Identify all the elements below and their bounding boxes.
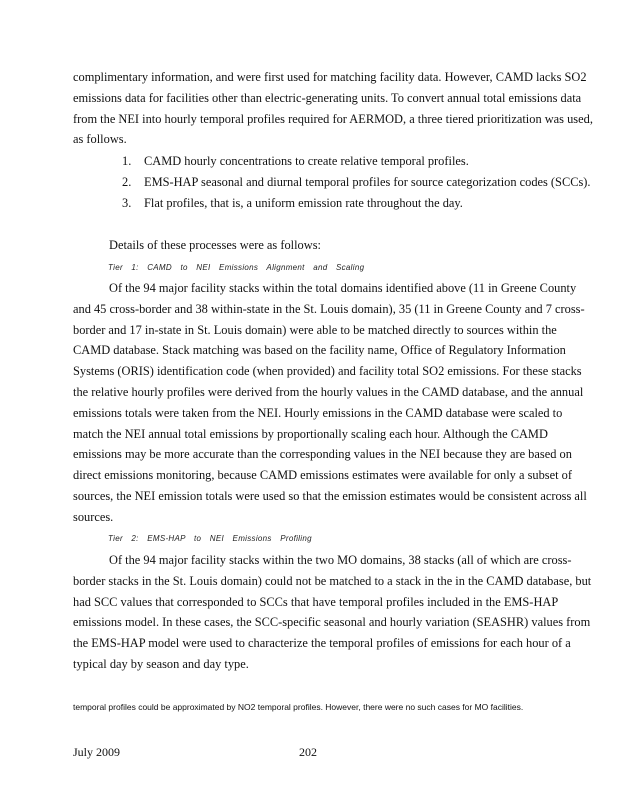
footer-date: July 2009 <box>73 745 121 759</box>
tier1-heading: Tier 1: CAMD to NEI Emissions Alignment and Scaling <box>108 263 365 272</box>
paragraph-tier2: Of the 94 major facility stacks within the two MO domains, 38 stacks (all of which are cross-border stacks in the St. Louis domain) could not be matched to a stack in the in the CAMD database, but had SCC values that corresponded to SCCs that have temporal profiles included in the EMS-HAP emissions model. In these cases, the SCC-specific seasonal and hourly variation (SEASHR) values from the EMS-HAP model were used to characterize the temporal profiles of emissions for each hour of a typical day by season and day type. <box>73 553 592 671</box>
list-text: EMS-HAP seasonal and diurnal temporal profiles for source categorization codes (SCCs). <box>144 174 591 189</box>
list-number: 2. <box>122 174 132 189</box>
details-intro: Details of these processes were as follows: <box>109 238 321 252</box>
list-number: 1. <box>122 154 132 168</box>
list-item <box>122 151 592 172</box>
list-text: Flat profiles, that is, a uniform emission rate throughout the day. <box>144 195 463 210</box>
list-text: CAMD hourly concentrations to create relative temporal profiles. <box>144 154 469 168</box>
paragraph-tier1: Of the 94 major facility stacks within the total domains identified above (11 in Greene County and 45 cross-border and 38 within-state in the St. Louis domain), 35 (11 in Greene County and 7 cross-border and 17 in-state in St. Louis domain) were able to be matched directly to sources within the CAMD database. Stack matching was based on the facility name, Office of Regulatory Information Systems (ORIS) identification code (when provided) and facility total SO2 emissions. For these stacks the relative hourly profiles were derived from the hourly values in the CAMD database, and the annual emissions totals were taken from the NEI. Hourly emissions in the CAMD database were scaled to match the NEI annual total emissions by proportionally scaling each hour. Although the CAMD emissions may be more accurate than the corresponding values in the NEI because they are based on direct emissions monitoring, because CAMD emissions estimates were available for only a subset of sources, the NEI emission totals were used so that the emission estimates would be consistent across all sources. <box>73 281 587 524</box>
paragraph-intro: complimentary information, and were first used for matching facility data. However, CAMD lacks SO2 emissions data for facilities other than electric-generating units. To convert annual total emissions data from the NEI into hourly temporal profiles required for AERMOD, a three tiered prioritization was used, as follows. <box>73 70 593 147</box>
footnote: temporal profiles could be approximated by NO2 temporal profiles. However, there were no such cases for MO facilities. <box>73 702 524 712</box>
list-item <box>122 193 592 214</box>
list-item <box>122 172 592 193</box>
page-number: 202 <box>299 745 317 759</box>
list-number: 3. <box>122 195 132 210</box>
prioritization-list <box>122 151 592 213</box>
tier2-heading: Tier 2: EMS-HAP to NEI Emissions Profiling <box>108 534 312 543</box>
